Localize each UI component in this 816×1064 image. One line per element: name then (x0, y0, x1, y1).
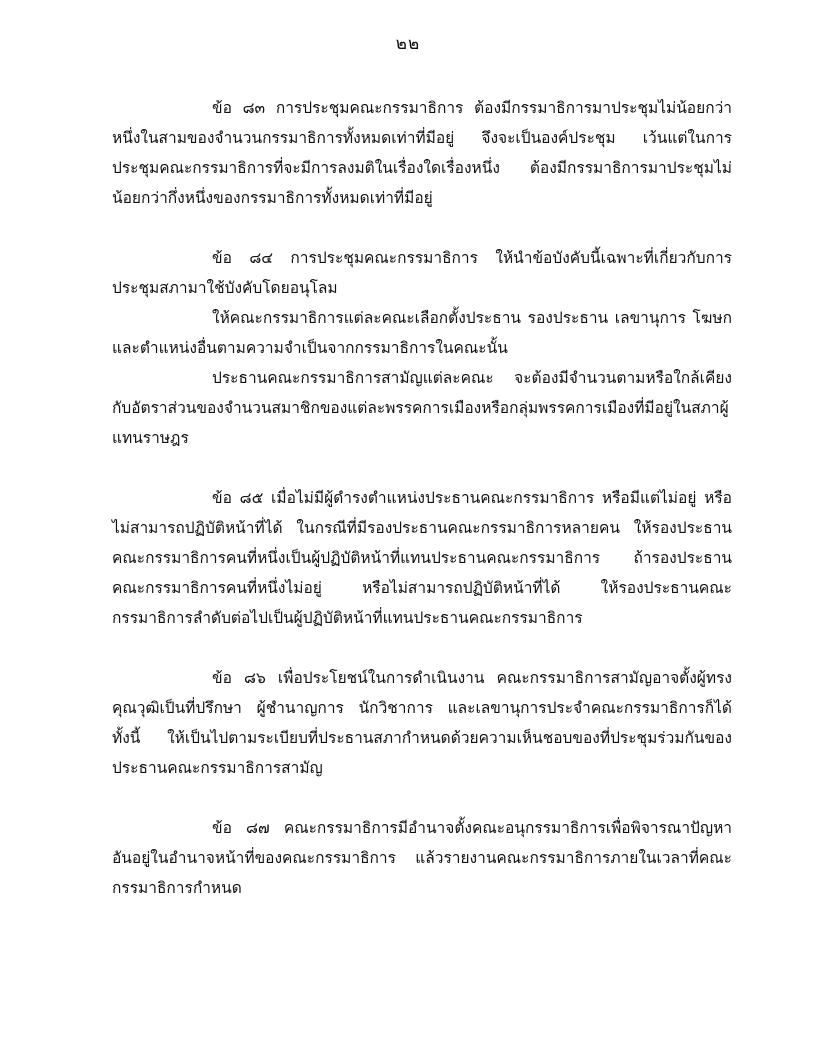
paragraph-gap (112, 633, 732, 663)
section-85-paragraph: ข้อ ๘๕ เมื่อไม่มีผู้ดำรงตำแหน่งประธานคณะกรรมาธิการ หรือมีแต่ไม่อยู่ หรือไม่สามารถปฏิบัติหน้าที่ได้ ในกรณีที่มีรองประธานคณะกรรมาธิการหลายคน ให้รองประธานคณะกรรมาธิการคนที่หนึ่งเป็นผู้ปฏิบัติหน้าที่แทนประธานคณะกรรมาธิการ ถ้ารองประธานคณะกรรมาธิการคนที่หนึ่งไม่อยู่ หรือไม่สามารถปฏิบัติหน้าที่ได้ ให้รองประธานคณะกรรมาธิการลำดับต่อไปเป็นผู้ปฏิบัติหน้าที่แทนประธานคณะกรรมาธิการ (112, 489, 732, 627)
section-84-subparagraph-1: ให้คณะกรรมาธิการแต่ละคณะเลือกตั้งประธาน รองประธาน เลขานุการ โฆษก และตำแหน่งอื่นตามความจำเป็นจากกรรมาธิการในคณะนั้น (112, 309, 732, 357)
document-body (112, 93, 732, 903)
section-83-paragraph: ข้อ ๘๓ การประชุมคณะกรรมาธิการ ต้องมีกรรมาธิการมาประชุมไม่น้อยกว่าหนึ่งในสามของจำนวนกรรมาธิการทั้งหมดเท่าที่มีอยู่ จึงจะเป็นองค์ประชุม เว้นแต่ในการประชุมคณะกรรมาธิการที่จะมีการลงมติในเรื่องใดเรื่องหนึ่ง ต้องมีกรรมาธิการมาประชุมไม่น้อยกว่ากึ่งหนึ่งของกรรมาธิการทั้งหมดเท่าที่มีอยู่ (112, 99, 732, 207)
section-84-paragraph: ข้อ ๘๔ การประชุมคณะกรรมาธิการ ให้นำข้อบังคับนี้เฉพาะที่เกี่ยวกับการประชุมสภามาใช้บังคับโดยอนุโลม (112, 249, 732, 297)
paragraph-gap (112, 453, 732, 483)
section-84-subparagraph-2: ประธานคณะกรรมาธิการสามัญแต่ละคณะ จะต้องมีจำนวนตามหรือใกล้เคียงกับอัตราส่วนของจำนวนสมาชิกของแต่ละพรรคการเมืองหรือกลุ่มพรรคการเมืองที่มีอยู่ในสภาผู้แทนราษฎร (112, 369, 732, 447)
page-number: ๒๒ (395, 34, 421, 54)
section-86-paragraph: ข้อ ๘๖ เพื่อประโยชน์ในการดำเนินงาน คณะกรรมาธิการสามัญอาจตั้งผู้ทรงคุณวุฒิเป็นที่ปรึกษา ผู้ชำนาญการ นักวิชาการ และเลขานุการประจำคณะกรรมาธิการก็ได้ ทั้งนี้ ให้เป็นไปตามระเบียบที่ประธานสภากำหนดด้วยความเห็นชอบของที่ประชุมร่วมกันของประธานคณะกรรมาธิการสามัญ (112, 669, 732, 777)
section-87-paragraph: ข้อ ๘๗ คณะกรรมาธิการมีอำนาจตั้งคณะอนุกรรมาธิการเพื่อพิจารณาปัญหาอันอยู่ในอำนาจหน้าที่ของคณะกรรมาธิการ แล้วรายงานคณะกรรมาธิการภายในเวลาที่คณะกรรมาธิการกำหนด (112, 819, 732, 897)
paragraph-gap (112, 783, 732, 813)
paragraph-gap (112, 213, 732, 243)
